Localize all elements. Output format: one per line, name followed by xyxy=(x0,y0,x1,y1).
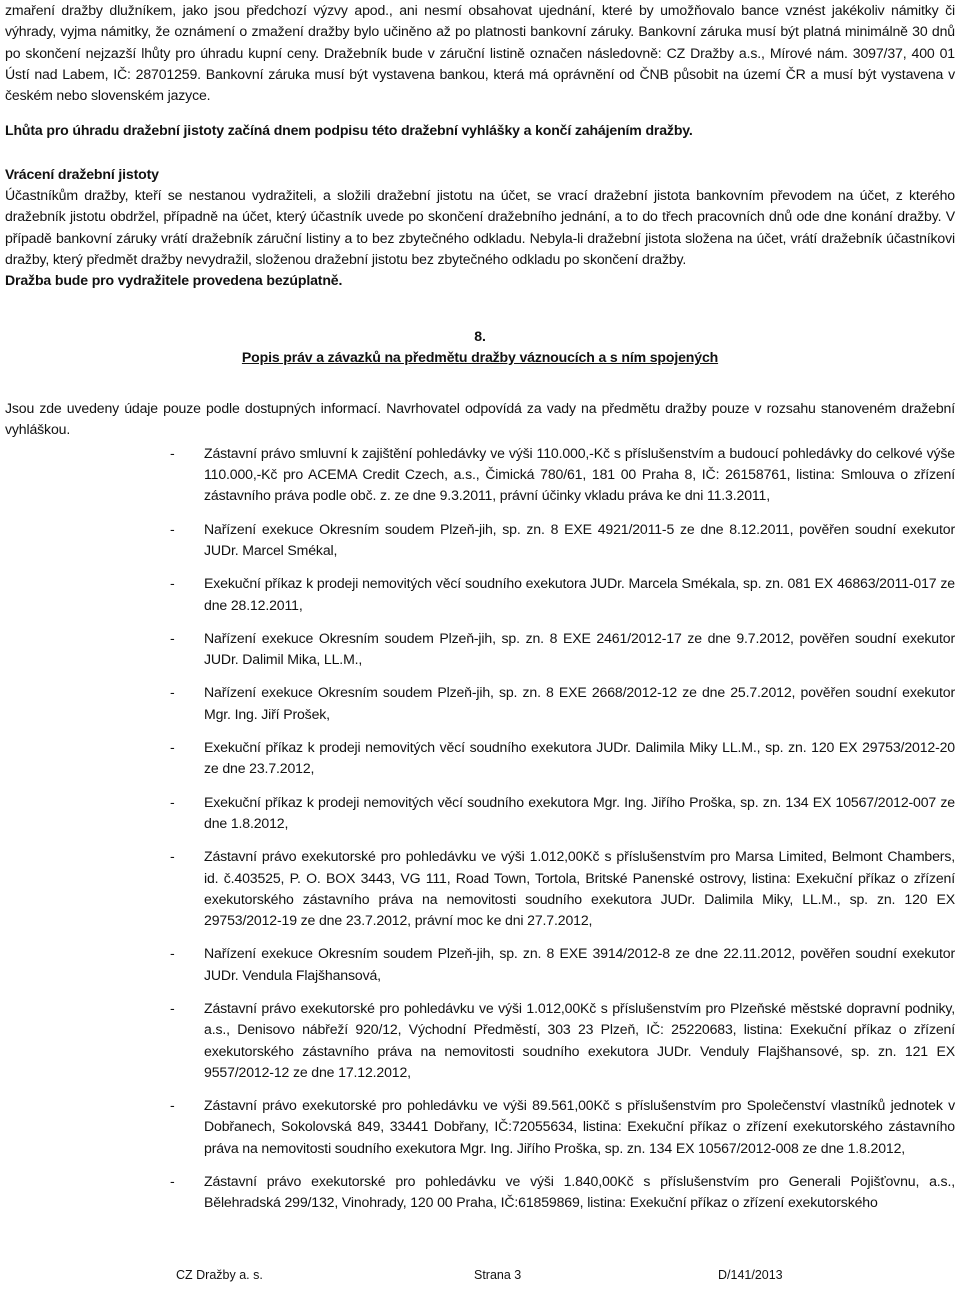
list-item xyxy=(5,682,955,725)
free-of-charge-statement: Dražba bude pro vydražitele provedena bezúplatně. xyxy=(5,272,343,289)
list-dash: - xyxy=(170,945,175,962)
list-dash: - xyxy=(170,1173,175,1190)
refund-heading: Vrácení dražební jistoty xyxy=(5,165,159,182)
footer-reference: D/141/2013 xyxy=(718,1268,783,1282)
list-item-text: Zástavní právo exekutorské pro pohledávku ve výši 1.840,00Kč s příslušenstvím pro Generali Pojišťovnu, a.s., Bělehradská 299/132, Vinohrady, 120 00 Praha, IČ:61859869, listina: Exekuční příkaz o zřízení exekutorského xyxy=(204,1173,955,1211)
list-item-text: Nařízení exekuce Okresním soudem Plzeň-jih, sp. zn. 8 EXE 2668/2012-12 ze dne 25.7.2012, pověřen soudní exekutor Mgr. Ing. Jiří Prošek, xyxy=(204,684,955,722)
list-item-text: Zástavní právo exekutorské pro pohledávku ve výši 1.012,00Kč s příslušenstvím pro Plzeňské městské dopravní podniky, a.s., Denisovo nábřeží 920/12, Východní Předměstí, 303 23 Plzeň, IČ: 25220683, listina: Exekuční příkaz o zřízení exekutorského zástavního práva na nemovitosti soudního exekutora JUDr. Venduly Flajšhansové, sp. zn. 121 EX 9557/2012-12 ze dne 17.12.2012, xyxy=(204,999,955,1080)
list-dash: - xyxy=(170,793,175,810)
footer-company: CZ Dražby a. s. xyxy=(176,1268,263,1282)
list-item xyxy=(5,1171,955,1214)
list-item-text: Exekuční příkaz k prodeji nemovitých věcí soudního exekutora Mgr. Ing. Jiřího Proška, sp. zn. 134 EX 10567/2012-007 ze dne 1.8.2012, xyxy=(204,793,955,831)
list-item xyxy=(5,943,955,986)
list-item-text: Nařízení exekuce Okresním soudem Plzeň-jih, sp. zn. 8 EXE 2461/2012-17 ze dne 9.7.2012, pověřen soudní exekutor JUDr. Dalimil Mika, LL.M., xyxy=(204,629,955,668)
footer-page-number: Strana 3 xyxy=(474,1268,522,1282)
list-item xyxy=(5,1095,955,1159)
list-item-text: Nařízení exekuce Okresním soudem Plzeň-jih, sp. zn. 8 EXE 3914/2012-8 ze dne 22.11.2012, pověřen soudní exekutor JUDr. Vendula Flajšhansová, xyxy=(204,945,955,983)
list-dash: - xyxy=(170,520,175,537)
list-item-text: Nařízení exekuce Okresním soudem Plzeň-jih, sp. zn. 8 EXE 4921/2011-5 ze dne 8.12.2011, pověřen soudní exekutor JUDr. Marcel Smékal, xyxy=(204,520,955,558)
list-dash: - xyxy=(170,444,175,461)
list-item-text: Exekuční příkaz k prodeji nemovitých věcí soudního exekutora JUDr. Marcela Smékala, sp. zn. 081 EX 46863/2011-017 ze dne 28.12.2011, xyxy=(204,575,955,613)
list-item xyxy=(5,792,955,835)
list-item-text: Zástavní právo exekutorské pro pohledávku ve výši 1.012,00Kč s příslušenstvím pro Marsa Limited, Belmont Chambers, id. č.403525, P. O. BOX 3443, VG 111, Road Town, Tortola, Britské Panenské ostrovy, listina: Exekuční příkaz o zřízení exekutorského zástavního práva na nemovitosti soudního exekutora JUDr. Dalimila Miky, LL.M., sp. zn. 120 EX 29753/2012-19 ze dne 23.7.2012, právní moc ke dni 27.7.2012, xyxy=(204,848,955,929)
refund-paragraph: Účastníkům dražby, kteří se nestanou vydražiteli, a složili dražební jistotu na účet, se vrací dražební jistota bankovním převodem na účet, z kterého dražebník jistotu obdržel, případně na účet, který účastník uvede po skončení dražebního jednání, a to do třech pracovních dnů ode dne konání dražby. V případě bankovní záruky vrátí dražebník záruční listiny a to bez zbytečného odkladu. Nebyla-li dražební jistota složena na účet, vrátí dražebník účastníkovi dražby, který předmět dražby nevydražil, složenou dražební jistotu bez zbytečného odkladu po skončení dražby. xyxy=(5,187,955,267)
list-item xyxy=(5,998,955,1083)
list-item xyxy=(5,846,955,931)
list-item xyxy=(5,443,955,507)
list-item-text: Exekuční příkaz k prodeji nemovitých věcí soudního exekutora JUDr. Dalimila Miky LL.M., sp. zn. 120 EX 29753/2012-20 ze dne 23.7.2012, xyxy=(204,739,955,777)
list-item xyxy=(5,573,955,616)
list-item-text: Zástavní právo smluvní k zajištění pohledávky ve výši 110.000,-Kč s příslušenstvím a budoucí pohledávky do celkové výše 110.000,-Kč pro ACEMA Credit Czech, a.s., Čimická 780/61, 181 00 Praha 8, IČ: 26158761, listina: Smlouva o zřízení zástavního práva podle obč. z. ze dne 9.3.2011, právní účinky vkladu práva ke dni 11.3.2011, xyxy=(204,444,955,504)
list-item xyxy=(5,519,955,562)
section-number: 8. xyxy=(474,327,486,344)
list-dash: - xyxy=(170,739,175,756)
list-item xyxy=(5,628,955,671)
encumbrance-list xyxy=(5,443,955,1214)
list-dash: - xyxy=(170,629,175,646)
list-dash: - xyxy=(170,684,175,701)
section-intro: Jsou zde uvedeny údaje pouze podle dostupných informací. Navrhovatel odpovídá za vady na předmětu dražby pouze v rozsahu stanoveném dražební vyhláškou. xyxy=(5,400,955,438)
list-item xyxy=(5,737,955,780)
list-dash: - xyxy=(170,848,175,865)
list-dash: - xyxy=(170,575,175,592)
list-dash: - xyxy=(170,999,175,1016)
deadline-statement: Lhůta pro úhradu dražební jistoty začíná dnem podpisu této dražební vyhlášky a končí zahájením dražby. xyxy=(5,122,693,139)
list-dash: - xyxy=(170,1097,175,1114)
section-title: Popis práv a závazků na předmětu dražby váznoucích a s ním spojených xyxy=(241,348,719,365)
intro-paragraph: zmaření dražby dlužníkem, jako jsou předchozí výzvy apod., ani nesmí obsahovat ujednání, které by umožňovalo bance vznést jakékoliv námitky či výhrady, vyjma námitky, že oznámení o zmažení dražby bylo učiněno až po platnosti bankovní záruky. Bankovní záruka musí být platná minimálně 30 dnů po skončení nejzazší lhůty pro úhradu kupní ceny. Dražebník bude v záruční listině označen následovně: CZ Dražby a.s., Mírové nám. 3097/37, 400 01 Ústí nad Labem, IČ: 28701259. Bankovní záruka musí být vystavena bankou, která má oprávnění od ČNB působit na území ČR a musí být vystavena v českém nebo slovenském jazyce. xyxy=(5,2,955,104)
page-content xyxy=(5,0,955,1226)
list-item-text: Zástavní právo exekutorské pro pohledávku ve výši 89.561,00Kč s příslušenstvím pro Společenství vlastníků jednotek v Dobřanech, Sokolovská 849, 33441 Dobřany, IČ:72055634, listina: Exekuční příkaz o zřízení exekutorského zástavního práva na nemovitosti soudního exekutora Mgr. Ing. Jiřího Proška, sp. zn. 134 EX 10567/2012-008 ze dne 1.8.2012, xyxy=(204,1097,955,1156)
